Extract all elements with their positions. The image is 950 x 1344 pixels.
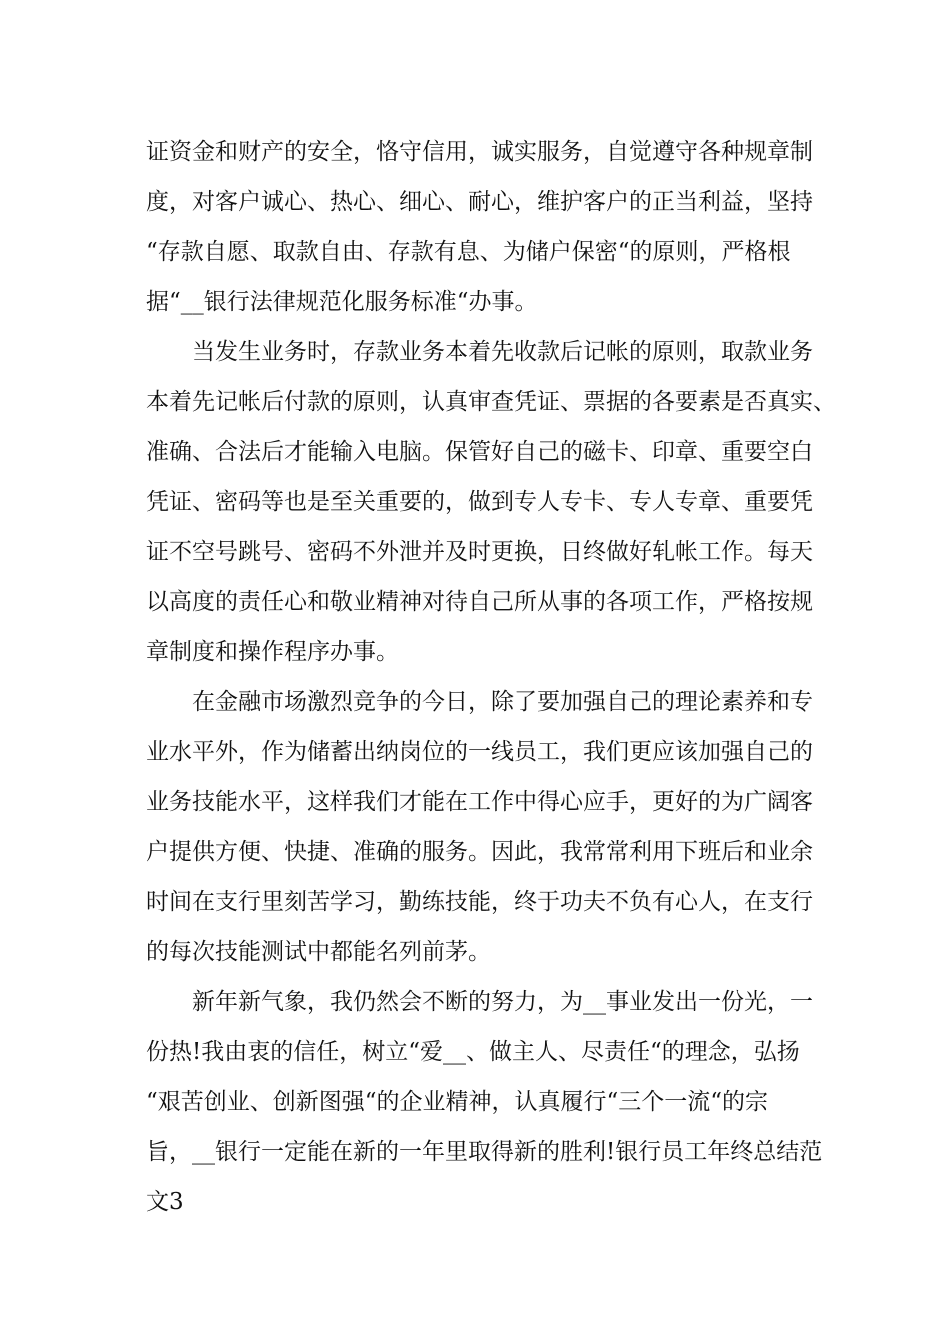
paragraph-1-line-1: 证资金和财产的安全，恪守信用，诚实服务，自觉遵守各种规章制 <box>146 139 813 165</box>
paragraph-2-line-3: 准确、合法后才能输入电脑。保管好自己的磁卡、印章、重要空白 <box>146 439 813 465</box>
paragraph-3-line-4: 户提供方便、快捷、准确的服务。因此，我常常利用下班后和业余 <box>146 839 813 865</box>
paragraph-3-line-1: 在金融市场激烈竞争的今日，除了要加强自己的理论素养和专 <box>192 689 813 715</box>
paragraph-4-line-4: 旨，__银行一定能在新的一年里取得新的胜利!银行员工年终总结范 <box>146 1139 823 1165</box>
paragraph-1-line-2: 度，对客户诚心、热心、细心、耐心，维护客户的正当利益，坚持 <box>146 189 813 215</box>
paragraph-2-line-4: 凭证、密码等也是至关重要的，做到专人专卡、专人专章、重要凭 <box>146 489 813 515</box>
paragraph-4-line-5: 文3 <box>146 1189 184 1215</box>
paragraph-3-line-6: 的每次技能测试中都能名列前茅。 <box>146 939 491 965</box>
paragraph-4-line-1: 新年新气象，我仍然会不断的努力，为__事业发出一份光，一 <box>192 989 813 1015</box>
paragraph-3-line-2: 业水平外，作为储蓄出纳岗位的一线员工，我们更应该加强自己的 <box>146 739 813 765</box>
paragraph-4-line-2: 份热!我由衷的信任，树立“爱__、做主人、尽责任“的理念，弘扬 <box>146 1039 800 1065</box>
paragraph-1-line-3: “存款自愿、取款自由、存款有息、为储户保密“的原则，严格根 <box>146 239 791 265</box>
paragraph-2-line-7: 章制度和操作程序办事。 <box>146 639 399 665</box>
paragraph-4-line-3: “艰苦创业、创新图强“的企业精神，认真履行“三个一流“的宗 <box>146 1089 769 1115</box>
paragraph-1-line-4: 据“__银行法律规范化服务标准“办事。 <box>146 289 538 315</box>
paragraph-2-line-1: 当发生业务时，存款业务本着先收款后记帐的原则，取款业务 <box>192 339 813 365</box>
paragraph-2-line-6: 以高度的责任心和敬业精神对待自己所从事的各项工作，严格按规 <box>146 589 813 615</box>
paragraph-3-line-3: 业务技能水平，这样我们才能在工作中得心应手，更好的为广阔客 <box>146 789 813 815</box>
paragraph-3-line-5: 时间在支行里刻苦学习，勤练技能，终于功夫不负有心人，在支行 <box>146 889 813 915</box>
paragraph-2-line-5: 证不空号跳号、密码不外泄并及时更换，日终做好轧帐工作。每天 <box>146 539 813 565</box>
paragraph-2-line-2: 本着先记帐后付款的原则，认真审查凭证、票据的各要素是否真实、 <box>146 389 836 415</box>
